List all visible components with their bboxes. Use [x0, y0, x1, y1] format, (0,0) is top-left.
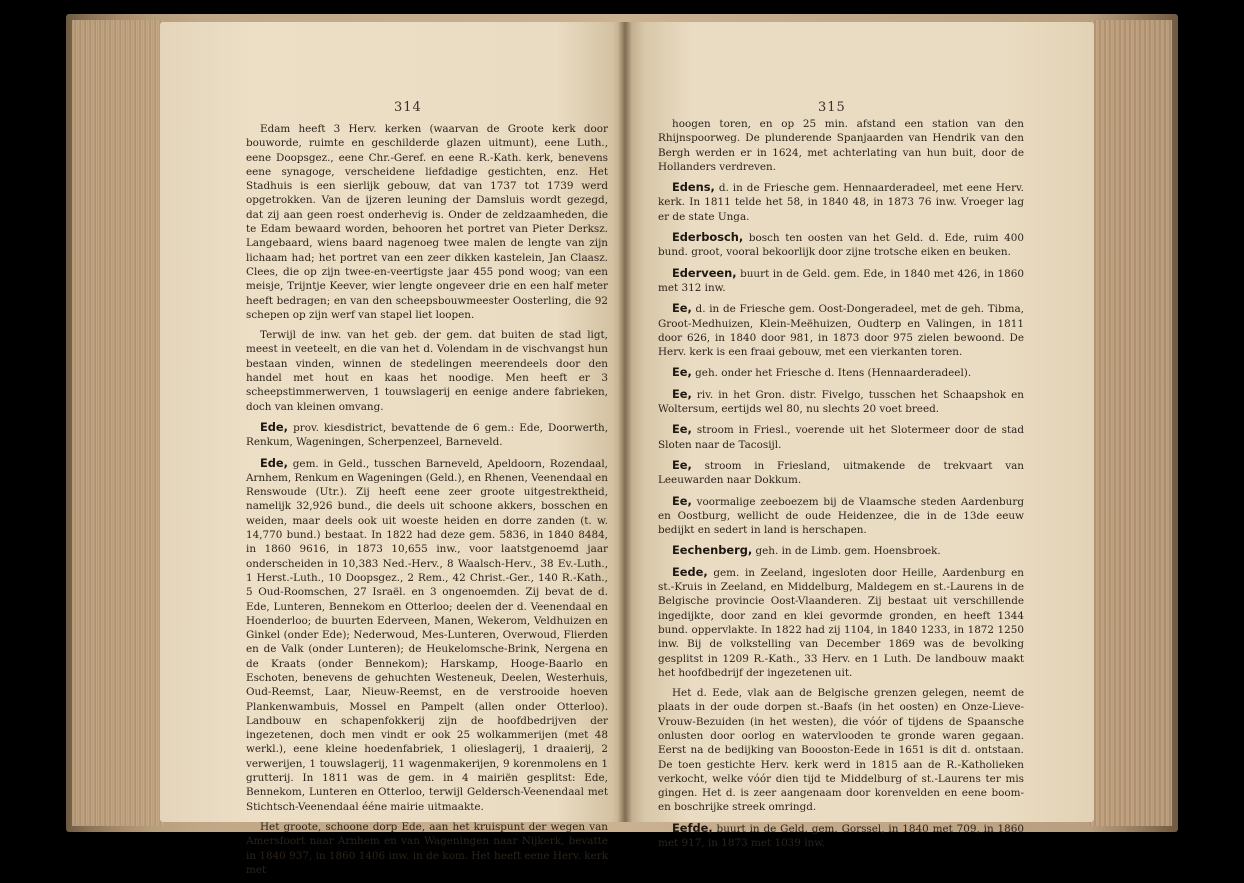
- right-page-paragraph: [658, 494, 1024, 538]
- entry-text: voormalige zeeboezem bij de Vlaamsche steden Aardenburg en Oostburg, wellicht de oude Heidenzee, die in de 13de eeuw bedijkt en sedert in land is herschapen.: [658, 495, 1024, 537]
- right-page-paragraph: [658, 266, 1024, 296]
- entry-text: buurt in de Geld. gem. Ede, in 1840 met 426, in 1860 met 312 inw.: [658, 267, 1024, 294]
- entry-text: bosch ten oosten van het Geld. d. Ede, ruim 400 bund. groot, vooral bekoorlijk door zijne trotsche eiken en beuken.: [658, 232, 1024, 259]
- right-page-paragraph: [658, 117, 1024, 174]
- page-edges-left: [72, 20, 164, 826]
- entry-headword: Eede,: [672, 564, 708, 579]
- entry-headword: Eechenberg,: [672, 543, 753, 558]
- left-page-paragraph: [246, 820, 608, 877]
- entry-text: gem. in Geld., tusschen Barneveld, Apeldoorn, Rozendaal, Arnhem, Renkum en Wageningen (Geld.), en Rhenen, Veenendaal en Renswoude (Utr.). Zij heeft eene zeer groote uitgestrektheid, namelijk 32,926 bund., die deels uit schoone akkers, bosschen en weiden, maar deels ook uit woeste heiden en dorre zanden (t. w. 14,770 bund.) bestaat. In 1822 had deze gem. 5836, in 1840 8484, in 1860 9616, in 1873 10,655 inw., voor laatstgenoemd jaar onderscheiden in 10,383 Ned.-Herv., 8 Waalsch-Herv., 38 Ev.-Luth., 1 Herst.-Luth., 10 Doopsgez., 2 Rem., 42 Christ.-Ger., 140 R.-Kath., 5 Oud-Roomschen, 27 Israël. en 3 ongenoemden. Zij bevat de d. Ede, Lunteren, Bennekom en Otterloo; deelen der d. Veenendaal en Hoenderloo; de buurten Ederveen, Manen, Wekerom, Veldhuizen en Ginkel (onder Ede); Nederwoud, Mes-Lunteren, Overwoud, Flierden en de Valk (onder Lunteren); de Heukelomsche-Brink, Nergena en de Kraats (onder Bennekom); Harskamp, Hooge-Baarlo en Eschoten, benevens de gehuchten Westeneuk, Deelen, Westerhuis, Oud-Reemst, Laar, Nieuw-Reemst, en de verstrooide hoeven Plankenwambuis, Mossel en Pampelt (allen onder Otterloo). Landbouw en schapenfokkerij zijn de hoofdbedrijven der ingezetenen, doch men vindt er ook 25 wolkammerijen (met 48 werkl.), eene kleine hoedenfabriek, 1 olieslagerij, 1 draaierij, 2 verwerijen, 1 touwslagerij, 11 wagenmakerijen, 9 korenmolens en 1 grutterij. In 1811 was de gem. in 4 mairiën gesplitst: Ede, Bennekom, Lunteren en Otterloo, terwijl Geldersch-Veenendaal met Stichtsch-Veenendaal ééne mairie uitmaakte.: [246, 457, 608, 813]
- left-page-text: [246, 122, 608, 883]
- right-page-text: [658, 117, 1024, 856]
- entry-text: geh. onder het Friesche d. Itens (Hennaarderadeel).: [691, 367, 972, 380]
- right-page-paragraph: [658, 387, 1024, 417]
- entry-headword: Ederbosch,: [672, 230, 744, 245]
- entry-text: Edam heeft 3 Herv. kerken (waarvan de Groote kerk door bouworde, ruimte en geschilderde glazen uitmunt), eene Luth., eene Doopsgez., eene Chr.-Geref. en eene R.-Kath. kerk, benevens eene synagoge, verscheidene liefdadige gestichten, enz. Het Stadhuis is een sierlijk gebouw, dat van 1737 tot 1739 werd opgetrokken. Van de ijzeren leuning der Damsluis wordt gezegd, dat zij aan geen roest onderhevig is. Onder de zeldzaamheden, die te Edam bewaard worden, behooren het portret van Pieter Derksz. Langebaard, wiens baard nagenoeg twee malen de lengte van zijn lichaam had; het portret van een zeer dikken kastelein, Jan Claasz. Clees, die op zijn twee-en-veertigste jaar 455 pond woog; van een meisje, Trijntje Keever, wier lengte ongeveer drie en een half meter heeft bedragen; en van den scheepsbouwmeester Oosterling, die 92 schepen op zijn werf van stapel liet loopen.: [246, 123, 608, 321]
- entry-headword: Ee,: [672, 493, 692, 508]
- entry-text: d. in de Friesche gem. Hennaarderadeel, met eene Herv. kerk. In 1811 telde het 58, in 1840 48, in 1873 76 inw. Vroeger lag er de state Unga.: [658, 182, 1024, 223]
- right-page-paragraph: [658, 565, 1024, 680]
- entry-text: d. in de Friesche gem. Oost-Dongeradeel, met de geh. Tibma, Groot-Medhuizen, Klein-Meëhuizen, Oudterp en Valingen, in 1811 door 626, in 1840 door 981, in 1873 door 975 zielen bewoond. De Herv. kerk is een fraai gebouw, met een vierkanten toren.: [658, 303, 1024, 359]
- page-number-left: 314: [394, 100, 422, 115]
- entry-text: Terwijl de inw. van het geb. der gem. dat buiten de stad ligt, meest in veeteelt, en die van het d. Volendam in de vischvangst hun bestaan vinden, winnen de stedelingen meerendeels door den handel met hout en kaas het noodige. Men heeft er 3 scheepstimmerwerven, 1 touwslagerij en eenige andere fabrieken, doch van kleinen omvang.: [246, 329, 608, 413]
- entry-text: gem. in Zeeland, ingesloten door Heille, Aardenburg en st.-Kruis in Zeeland, en Middelburg, Maldegem en st.-Laurens in de Belgische provincie Oost-Vlaanderen. Zij bestaat uit verschillende ingedijkte, door zand en klei gevormde gronden, en heeft 1344 bund. oppervlakte. In 1822 had zij 1104, in 1840 1233, in 1872 1250 inw. Bij de volkstelling van December 1869 was de bevolking gesplitst in 1209 R.-Kath., 33 Herv. en 1 Luth. De landbouw maakt het hoofdbedrijf der ingezetenen uit.: [658, 566, 1024, 679]
- entry-text: prov. kiesdistrict, bevattende de 6 gem.: Ede, Doorwerth, Renkum, Wageningen, Scherpenzeel, Barneveld.: [246, 421, 608, 449]
- entry-headword: Edens,: [672, 180, 715, 195]
- entry-headword: Ee,: [672, 301, 692, 316]
- right-page-paragraph: [658, 301, 1024, 359]
- left-page: [160, 22, 626, 876]
- left-page-paragraph: [246, 122, 608, 322]
- right-page-paragraph: [658, 180, 1024, 224]
- left-page-paragraph: [246, 420, 608, 450]
- entry-headword: Ederveen,: [672, 265, 737, 280]
- right-page-paragraph: [658, 365, 1024, 380]
- entry-headword: Eefde,: [672, 820, 713, 835]
- entry-text: riv. in het Gron. distr. Fivelgo, tusschen het Schaapshok en Woltersum, eertijds wel 80, nu slechts 20 voet breed.: [658, 388, 1024, 416]
- entry-headword: Ee,: [672, 365, 692, 380]
- left-page-paragraph: [246, 328, 608, 414]
- right-page-paragraph: [658, 230, 1024, 260]
- entry-headword: Ee,: [672, 457, 692, 472]
- right-page-paragraph: [658, 686, 1024, 815]
- entry-headword: Ede,: [260, 455, 288, 470]
- left-page-paragraph: [246, 456, 608, 814]
- right-page: [626, 22, 1094, 850]
- entry-text: Het d. Eede, vlak aan de Belgische grenzen gelegen, neemt de plaats in der oude dorpen st.-Baafs (in het oosten) en Onze-Lieve-Vrouw-Bezuiden (in het westen), die vóór of tijdens de Spaansche onlusten door oorlog en watervlooden te gronde waren gegaan. Eerst na de bedijking van Boooston-Eede in 1651 is dit d. ontstaan. De toen gestichte Herv. kerk werd in 1815 aan de R.-Katholieken verkocht, welke vóór dien tijd te Middelburg of st.-Laurens ter mis gingen. Het d. is zeer aangenaam door korenvelden en eene boom- en boschrijke streek omringd.: [658, 687, 1024, 814]
- right-page-paragraph: [658, 422, 1024, 452]
- page-number-right: 315: [818, 100, 846, 115]
- page-edges-right: [1088, 20, 1172, 826]
- entry-text: stroom in Friesland, uitmakende de trekvaart van Leeuwarden naar Dokkum.: [658, 459, 1024, 487]
- entry-headword: Ee,: [672, 386, 692, 401]
- entry-text: buurt in de Geld. gem. Gorssel, in 1840 met 709, in 1860 met 917, in 1873 met 1039 inw.: [658, 822, 1024, 850]
- entry-text: geh. in de Limb. gem. Hoensbroek.: [752, 545, 941, 558]
- book-gutter: [618, 22, 632, 822]
- entry-text: hoogen toren, en op 25 min. afstand een station van den Rhijnspoorweg. De plunderende Spanjaarden van Hendrik van den Bergh werden er in 1624, met achterlating van hun buit, door de Hollanders verdreven.: [658, 118, 1024, 173]
- right-page-paragraph: [658, 543, 1024, 558]
- entry-text: Het groote, schoone dorp Ede, aan het kruispunt der wegen van Amersfoort naar Arnhem en van Wageningen naar Nijkerk, bevatte in 1840 937, in 1860 1406 inw. in de kom. Het heeft eene Herv. kerk met: [246, 820, 608, 876]
- right-page-paragraph: [658, 458, 1024, 488]
- entry-text: stroom in Friesl., voerende uit het Slotermeer door de stad Sloten naar de Tacosijl.: [658, 424, 1024, 451]
- entry-headword: Ee,: [672, 422, 692, 437]
- entry-headword: Ede,: [260, 419, 288, 434]
